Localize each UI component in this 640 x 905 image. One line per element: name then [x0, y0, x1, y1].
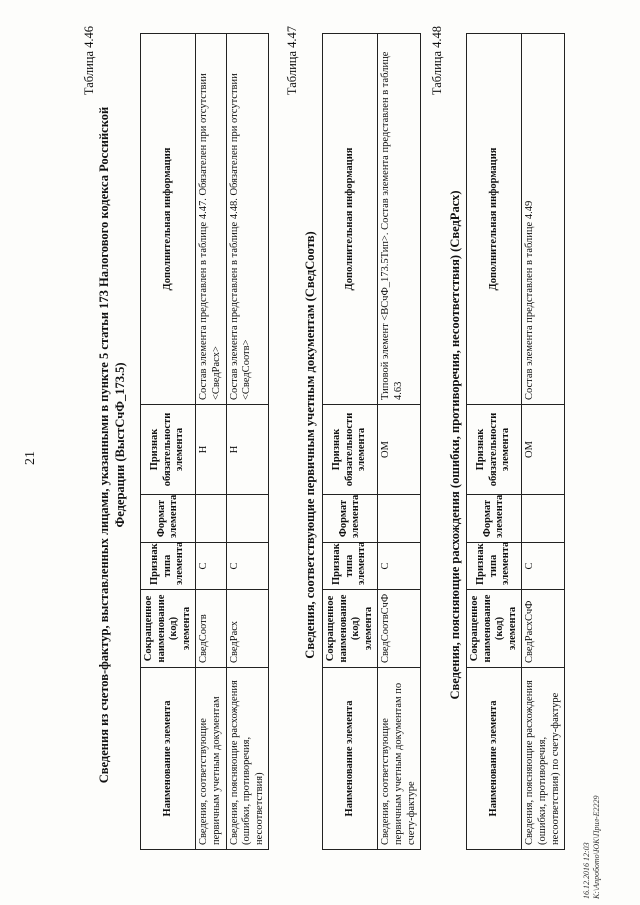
cell-format	[378, 495, 421, 543]
col-header: Дополнительная информация	[467, 34, 522, 405]
table-header-row	[323, 34, 378, 850]
col-header: Сокращенное наименование (код) элемента	[323, 590, 378, 668]
footer-date: 16.12.2016 12:03	[582, 842, 591, 899]
page-number: 21	[23, 451, 38, 465]
col-header: Формат элемента	[323, 495, 378, 543]
col-header: Формат элемента	[467, 495, 522, 543]
col-header: Дополнительная информация	[141, 34, 196, 405]
cell-additional-info: Состав элемента представлен в таблице 4.48. Обязателен при отсутствии <СведСоотв>	[226, 34, 269, 405]
table-header-row	[141, 34, 196, 850]
footer-path: К:\Апробото\ЮК\Прил-Е2229	[592, 795, 601, 899]
cell-type: С	[522, 543, 565, 590]
table-row	[226, 34, 269, 850]
col-header: Признак типа элемента	[467, 543, 522, 590]
cell-element-code: СведСоотв	[196, 590, 226, 668]
cell-type: С	[226, 543, 269, 590]
cell-element-code: СведРасх	[226, 590, 269, 668]
col-header: Сокращенное наименование (код) элемента	[141, 590, 196, 668]
table-row	[522, 34, 565, 850]
cell-required: Н	[196, 405, 226, 495]
col-header: Наименование элемента	[141, 668, 196, 850]
cell-required: ОМ	[522, 405, 565, 495]
col-header: Наименование элемента	[467, 668, 522, 850]
cell-element-name: Сведения, поясняющие расхождения (ошибки, противоречия, несоответствия)	[226, 668, 269, 850]
cell-required: Н	[226, 405, 269, 495]
table-label-4-48: Таблица 4.48	[430, 26, 444, 96]
col-header: Признак типа элемента	[323, 543, 378, 590]
table-row	[196, 34, 226, 850]
col-header: Признак обязательности элемента	[141, 405, 196, 495]
col-header: Дополнительная информация	[323, 34, 378, 405]
col-header: Признак обязательности элемента	[323, 405, 378, 495]
cell-element-name: Сведения, соответствующие первичным учетным документам по счету-фактуре	[378, 668, 421, 850]
col-header: Наименование элемента	[323, 668, 378, 850]
cell-element-name: Сведения, поясняющие расхождения (ошибки, противоречия, несоответствия) по счету-фактуре	[522, 668, 565, 850]
table-4-46	[140, 33, 269, 850]
cell-element-code: СведСоотвСчФ	[378, 590, 421, 668]
table-title-4-48: Сведения, поясняющие расхождения (ошибки, противоречия, несоответствия) (СведРасх)	[448, 190, 462, 700]
cell-element-name: Сведения, соответствующие первичным учетным документам	[196, 668, 226, 850]
table-title-4-46: Сведения из счетов-фактур, выставленных лицами, указанными в пункте 5 статьи 173 Налогового кодекса Российской Федерации (ВыстСчФ_173.5)	[97, 106, 127, 784]
table-header-row	[467, 34, 522, 850]
col-header: Признак обязательности элемента	[467, 405, 522, 495]
table-label-4-46: Таблица 4.46	[82, 26, 96, 96]
table-row	[378, 34, 421, 850]
footer-stamp	[582, 795, 602, 899]
table-4-48	[466, 33, 565, 850]
cell-format	[226, 495, 269, 543]
cell-element-code: СведРасхСчФ	[522, 590, 565, 668]
cell-additional-info: Состав элемента представлен в таблице 4.49	[522, 34, 565, 405]
table-label-4-47: Таблица 4.47	[285, 26, 299, 96]
cell-format	[522, 495, 565, 543]
cell-type: С	[196, 543, 226, 590]
table-4-47	[322, 33, 421, 850]
col-header: Формат элемента	[141, 495, 196, 543]
col-header: Сокращенное наименование (код) элемента	[467, 590, 522, 668]
cell-required: ОМ	[378, 405, 421, 495]
cell-type: С	[378, 543, 421, 590]
cell-additional-info: Состав элемента представлен в таблице 4.47. Обязателен при отсутствии <СведРасх>	[196, 34, 226, 405]
table-title-4-47: Сведения, соответствующие первичным учетным документам (СведСоотв)	[303, 231, 317, 659]
cell-additional-info: Типовой элемент <ВСчФ_173.5Тип>. Состав элемента представлен в таблице 4.63	[378, 34, 421, 405]
col-header: Признак типа элемента	[141, 543, 196, 590]
cell-format	[196, 495, 226, 543]
